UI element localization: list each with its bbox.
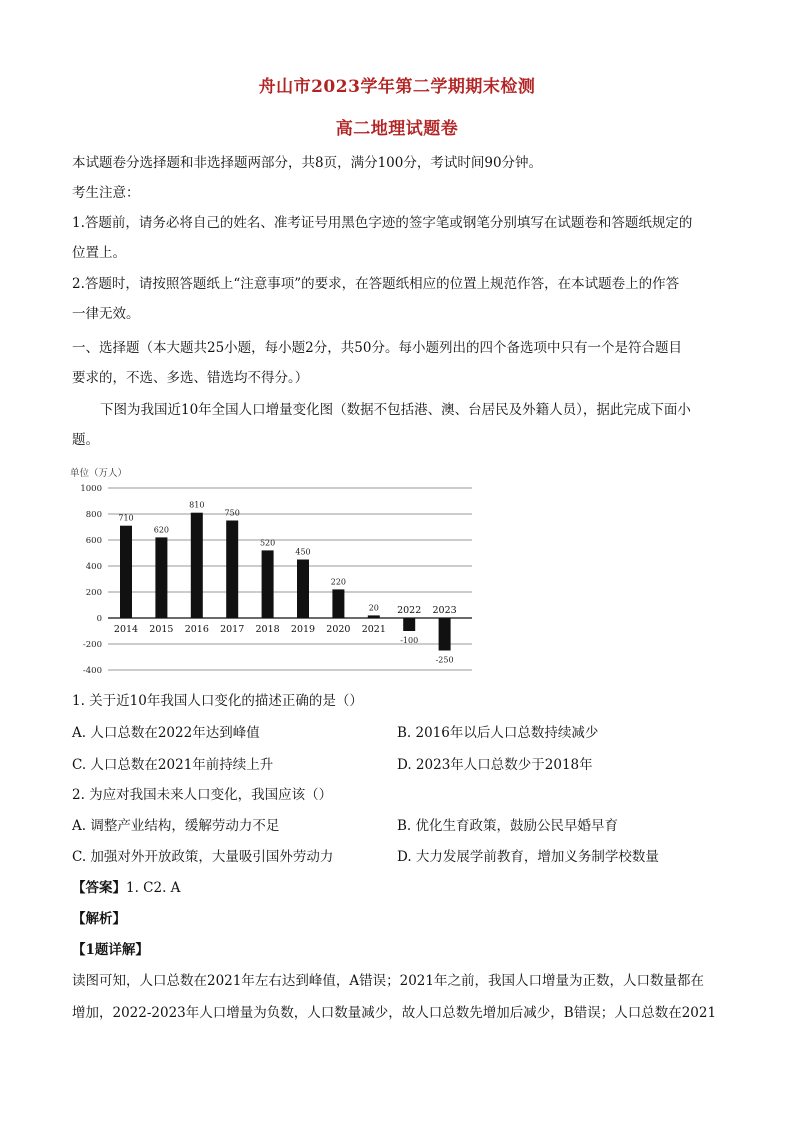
bar-2022	[403, 618, 415, 631]
bar-2021	[368, 615, 380, 618]
value-label: 220	[330, 577, 347, 587]
analysis-label: 【解析】	[72, 911, 126, 927]
question-stem-b: 题。	[72, 432, 99, 448]
bar-2019	[297, 560, 309, 619]
note-2-line-a: 2.答题时，请按照答题纸上“注意事项”的要求，在答题纸相应的位置上规范作答，在本试题卷上的作答	[72, 276, 680, 292]
note-1-line-a: 1.答题前，请务必将自己的姓名、准考证号用黑色字迹的签字笔或钢笔分别填写在试题卷和答题纸规定的	[72, 215, 693, 231]
category-label: 2016	[184, 624, 209, 635]
bar-2020	[332, 589, 344, 618]
bar-2015	[155, 537, 167, 618]
q1-option-b: B. 2016年以后人口总数持续减少	[397, 725, 599, 741]
bar-2023	[439, 618, 451, 651]
bar-2017	[226, 521, 238, 619]
q2-option-a: A. 调整产业结构，缓解劳动力不足	[72, 818, 280, 834]
population-increment-chart	[64, 462, 484, 677]
answer-row	[72, 879, 180, 897]
y-tick-label: 1000	[80, 484, 102, 494]
value-label: 20	[368, 603, 379, 613]
value-label: -250	[435, 655, 454, 665]
y-tick-label: 400	[85, 562, 102, 572]
detail-line-a: 读图可知，人口总数在2021年左右达到峰值，A错误；2021年之前，我国人口增量为正数，人口数量都在	[72, 973, 704, 989]
value-label: 520	[259, 538, 276, 548]
y-tick-label: 200	[85, 588, 102, 598]
q1-option-a: A. 人口总数在2022年达到峰值	[72, 725, 260, 741]
intro-line: 本试题卷分选择题和非选择题两部分，共8页，满分100分，考试时间90分钟。	[72, 155, 543, 171]
y-tick-label: 600	[85, 536, 102, 546]
y-tick-label: -200	[82, 640, 102, 650]
category-label: 2019	[290, 624, 316, 635]
y-tick-label: -400	[82, 666, 102, 676]
section-heading-a: 一、选择题（本大题共25小题，每小题2分，共50分。每小题列出的四个备选项中只有一个是符合题目	[72, 340, 682, 356]
exam-title: 舟山市2023学年第二学期期末检测	[258, 77, 536, 97]
q2-option-d: D. 大力发展学前教育，增加义务制学校数量	[397, 849, 659, 865]
y-tick-label: 0	[96, 614, 102, 624]
note-2-line-b: 一律无效。	[72, 306, 140, 322]
detail-line-b: 增加，2022-2023年人口增量为负数，人口数量减少，故人口总数先增加后减少，B错误；人口总数在2021	[72, 1005, 717, 1021]
category-label: 2021	[361, 624, 386, 635]
q1-option-c: C. 人口总数在2021年前持续上升	[72, 757, 274, 773]
chart-unit-label: 单位（万人）	[70, 468, 128, 479]
q1-stem: 1. 关于近10年我国人口变化的描述正确的是（）	[72, 693, 363, 709]
value-label: 620	[153, 525, 170, 535]
note-1-line-b: 位置上。	[72, 245, 126, 261]
notice-heading: 考生注意：	[72, 185, 140, 201]
category-label: 2020	[326, 624, 351, 635]
answer-text: 1. C2. A	[126, 880, 181, 896]
category-label: 2015	[149, 624, 174, 635]
value-label: 710	[118, 513, 134, 523]
q1-option-d: D. 2023年人口总数少于2018年	[397, 757, 593, 773]
q2-option-b: B. 优化生育政策，鼓励公民早婚早育	[397, 818, 619, 834]
category-label: 2018	[255, 624, 280, 635]
category-label: 2017	[220, 624, 245, 635]
category-label: 2022	[397, 605, 422, 616]
detail-label: 【1题详解】	[72, 942, 149, 958]
question-stem-a: 下图为我国近10年全国人口增量变化图（数据不包括港、澳、台居民及外籍人员），据此完成下面小	[100, 402, 691, 418]
value-label: 750	[224, 508, 240, 518]
q2-option-c: C. 加强对外开放政策，大量吸引国外劳动力	[72, 849, 334, 865]
value-label: -100	[400, 636, 419, 645]
bar-2014	[120, 526, 132, 618]
q2-stem: 2. 为应对我国未来人口变化，我国应该（）	[72, 787, 333, 803]
answer-label: 【答案】	[72, 880, 126, 896]
category-label: 2014	[113, 624, 139, 635]
value-label: 450	[295, 547, 311, 557]
y-tick-label: 800	[85, 510, 102, 520]
category-label: 2023	[432, 605, 457, 616]
exam-subtitle: 高二地理试题卷	[335, 119, 459, 139]
bar-2018	[262, 550, 274, 618]
bar-2016	[191, 513, 203, 618]
value-label: 810	[189, 500, 205, 510]
section-heading-b: 要求的，不选、多选、错选均不得分。）	[72, 370, 309, 386]
